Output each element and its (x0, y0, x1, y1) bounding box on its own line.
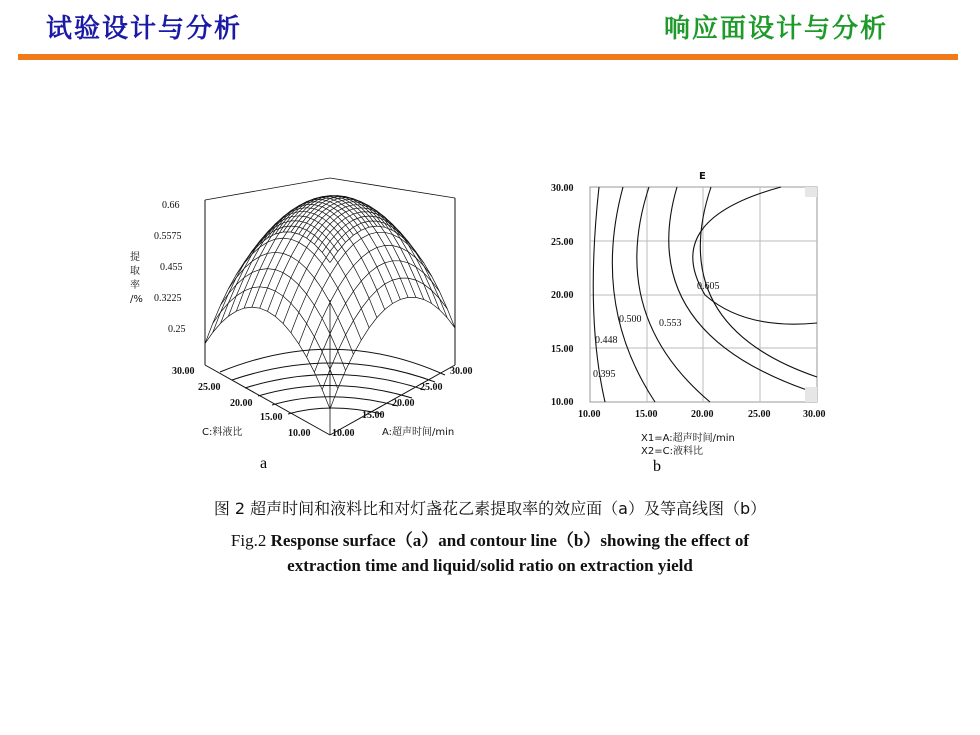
contour-y-tick: 20.00 (551, 290, 574, 301)
contour-y-tick: 25.00 (551, 237, 574, 248)
left-axis-tick: 25.00 (198, 382, 221, 393)
contour-y-tick: 15.00 (551, 344, 574, 355)
contour-plot (545, 165, 845, 475)
header-left-title: 试验设计与分析 (46, 14, 243, 44)
header-right-title: 响应面设计与分析 (663, 14, 888, 44)
contour-label: 0.395 (593, 369, 616, 380)
surface-mesh-line (252, 196, 377, 308)
z-axis-label: 率 (130, 280, 140, 291)
contour-x-tick: 10.00 (578, 409, 601, 420)
surface-mesh-line (236, 238, 361, 340)
contour-y-tick: 10.00 (551, 397, 574, 408)
contour-x-tick: 20.00 (691, 409, 714, 420)
response-surface-plot (120, 160, 500, 480)
caption-fig-prefix: Fig.2 (230, 531, 267, 550)
surface-mesh-line (307, 246, 432, 358)
z-tick: 0.5575 (154, 231, 182, 242)
z-tick: 0.3225 (154, 293, 182, 304)
contour-y-tick: 30.00 (551, 183, 574, 194)
panel-label-b: b (653, 458, 661, 475)
caption-english-line2: extraction time and liquid/solid ratio on extraction yield (287, 556, 693, 575)
contour-x-tick: 30.00 (803, 409, 826, 420)
z-axis-label: 取 (130, 266, 140, 277)
right-axis-tick: 15.00 (362, 410, 385, 421)
surface-mesh-line (283, 212, 408, 324)
surface-mesh-line (283, 196, 408, 298)
contour-label: 0.448 (595, 335, 618, 346)
z-tick: 0.66 (162, 200, 180, 211)
left-axis-tick: 15.00 (260, 412, 283, 423)
contour-x-tick: 25.00 (748, 409, 771, 420)
left-axis-tick: 10.00 (288, 428, 311, 439)
contour-x-tick: 15.00 (635, 409, 658, 420)
left-axis-tick: 20.00 (230, 398, 253, 409)
z-axis-label: 提 (130, 252, 140, 263)
contour-label: 0.553 (659, 318, 682, 329)
right-axis-tick: 30.00 (450, 366, 473, 377)
panel-label-a: a (260, 455, 268, 472)
surface-mesh-line (299, 198, 424, 300)
left-axis-label: C:料液比 (202, 427, 243, 438)
z-axis-label: /% (130, 294, 143, 305)
right-axis-tick: 25.00 (420, 382, 443, 393)
right-axis-tick: 20.00 (392, 398, 415, 409)
caption-english-line1 (0, 526, 980, 551)
left-axis-tick: 30.00 (172, 366, 195, 377)
surface-mesh-line (221, 269, 346, 371)
surface-mesh-line (322, 216, 447, 318)
surface-mesh-line (213, 287, 338, 389)
surface-mesh-line (244, 197, 369, 309)
surface-mesh-line (221, 212, 346, 324)
contour-legend-x1: X1=A:超声时间/min (641, 433, 735, 444)
contour-legend-x2: X2=C:液料比 (641, 446, 703, 457)
header-divider (18, 54, 958, 60)
z-tick: 0.455 (160, 262, 183, 273)
caption-chinese: 图 2 超声时间和液料比和对灯盏花乙素提取率的效应面（a）及等高线图（b） (213, 499, 767, 518)
right-axis-tick: 10.00 (332, 428, 355, 439)
contour-title: E (699, 171, 706, 182)
contour-label: 0.500 (619, 314, 642, 325)
contour-label: 0.605 (697, 281, 720, 292)
right-axis-label: A:超声时间/min (382, 427, 455, 438)
surface-mesh-line (330, 226, 455, 328)
caption-english-text1: Response surface（a）and contour line（b）showing the effect of (270, 531, 750, 550)
z-tick: 0.25 (168, 324, 186, 335)
